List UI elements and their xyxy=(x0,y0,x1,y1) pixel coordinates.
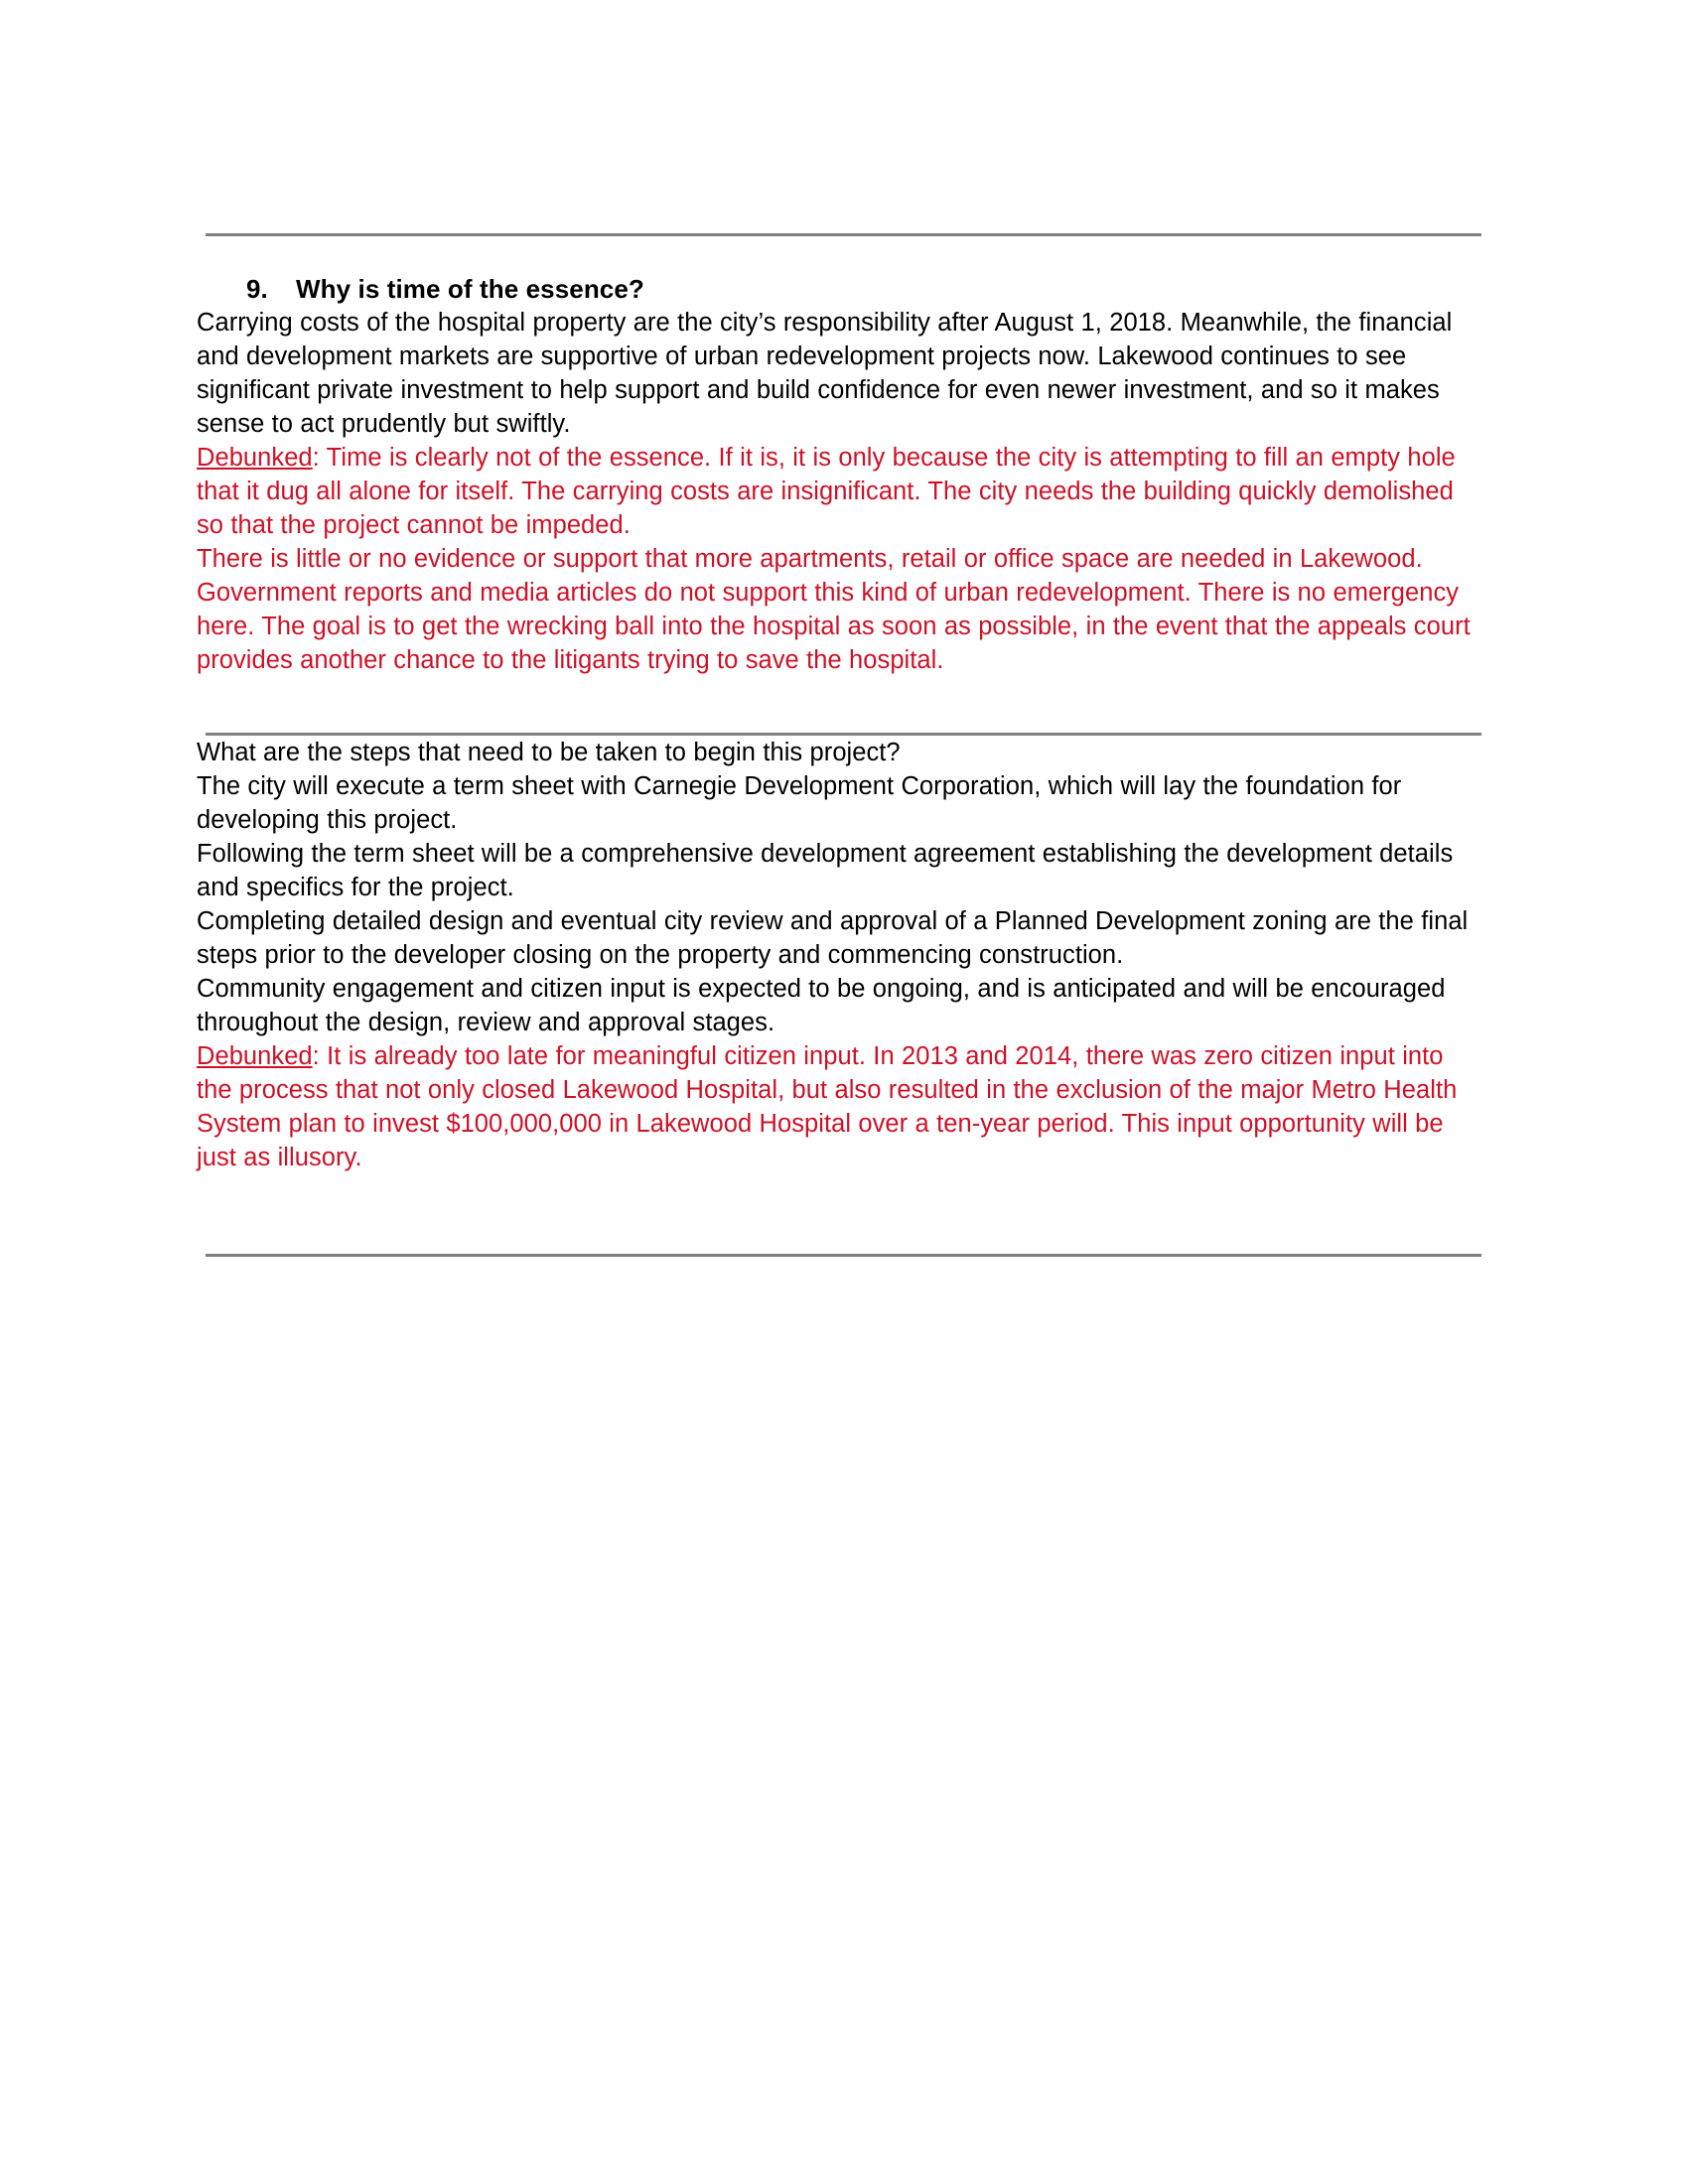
debunked-label-suffix: : xyxy=(312,443,320,472)
debunked-body: Time is clearly not of the essence. If it is, it is only because the city is attempting to fill an empty hole that it dug all alone for itself. The carrying costs are insignificant. The city needs the building quickly demolished so that the project cannot be impeded. xyxy=(197,443,1456,539)
paragraph-steps-3: Completing detailed design and eventual city review and approval of a Planned Development zoning are the final steps prior to the developer closing on the property and commencing construction. xyxy=(197,907,1469,970)
paragraph-steps-1: The city will execute a term sheet with Carnegie Development Corporation, which will lay the foundation for developing this project. xyxy=(197,771,1402,834)
question-steps-heading: What are the steps that need to be taken to begin this project? xyxy=(197,738,901,766)
paragraph-steps-4: Community engagement and citizen input is expected to be ongoing, and is anticipated and will be encouraged throughout the design, review and approval stages. xyxy=(197,975,1446,1037)
debunked-body: It is already too late for meaningful citizen input. In 2013 and 2014, there was zero citizen input into the process that not only closed Lakewood Hospital, but also resulted in the exclusion of the major Metro Health System plan to invest $100,000,000 in Lakewood Hospital over a ten-year period. This input opportunity will be just as illusory. xyxy=(197,1042,1458,1172)
question-9-heading-text: Why is time of the essence? xyxy=(296,274,644,304)
divider-top xyxy=(206,233,1481,236)
debunked-label: Debunked xyxy=(197,1042,313,1071)
debunked-label-suffix: : xyxy=(312,1042,320,1071)
page-content xyxy=(197,0,1481,1257)
question-9-heading-list xyxy=(197,273,1481,306)
paragraph-q9-debunked-2: There is little or no evidence or support that more apartments, retail or office space are needed in Lakewood. Government reports and media articles do not support this kind of urban redevelopment. There is no emergency here. The goal is to get the wrecking ball into the hospital as soon as possible, in the event that the appeals court provides another chance to the litigants trying to save the hospital. xyxy=(197,544,1471,674)
paragraph-q9-answer: Carrying costs of the hospital property are the city’s responsibility after August 1, 2018. Meanwhile, the financial and development markets are supportive of urban redevelopment projects now. Lakewood continues to see significant private investment to help support and build confidence for even newer investment, and so it makes sense to act prudently but swiftly. xyxy=(197,308,1453,438)
paragraph-steps-2: Following the term sheet will be a comprehensive development agreement establishing the development details and specifics for the project. xyxy=(197,839,1454,901)
paragraph-steps-debunked xyxy=(197,1039,1481,1174)
question-9-number: 9. xyxy=(246,274,268,304)
question-9-heading xyxy=(197,273,1481,306)
divider-bottom xyxy=(206,1254,1481,1257)
paragraph-q9-debunked xyxy=(197,441,1481,542)
debunked-label: Debunked xyxy=(197,443,313,472)
